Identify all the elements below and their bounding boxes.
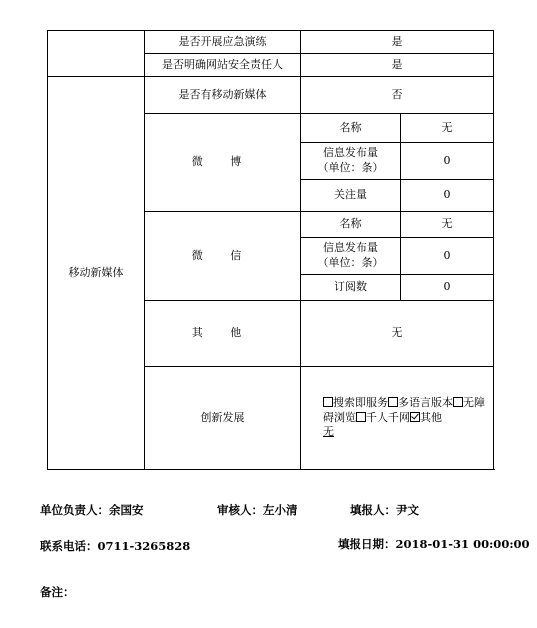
wechat-sub-value: 0 [401, 275, 494, 301]
other-value: 无 [301, 301, 494, 367]
option-search[interactable] [323, 396, 388, 409]
wechat-name-value: 无 [401, 212, 494, 238]
wechat-posts-label-line1: 信息发布量 [323, 241, 378, 255]
wechat-posts-label-line2: （单位：条） [317, 256, 384, 269]
wechat-sub-label: 订阅数 [301, 275, 401, 301]
option-multilang-label: 多语言版本 [398, 395, 453, 409]
drill-value: 是 [301, 31, 494, 54]
footer-phone: 联系电话：0711-3265828 [40, 539, 191, 553]
option-multilang[interactable] [388, 396, 453, 409]
wechat-posts-value: 0 [401, 238, 494, 275]
wechat-label: 微 信 [145, 212, 301, 301]
footer-leader: 单位负责人：余国安 [40, 503, 144, 517]
weibo-follow-value: 0 [401, 180, 494, 212]
weibo-name-value: 无 [401, 114, 494, 143]
checkbox-personalized[interactable] [356, 412, 366, 422]
option-accessible-label: 无障碍浏览 [323, 395, 485, 424]
blank-cell [48, 31, 145, 77]
footer-note: 备注： [40, 585, 75, 599]
footer-filler: 填报人：尹文 [350, 503, 419, 517]
checkbox-search[interactable] [323, 397, 333, 407]
wechat-name-label: 名称 [301, 212, 401, 238]
weibo-posts-label-line1: 信息发布量 [323, 146, 378, 160]
section-label: 移动新媒体 [48, 77, 145, 470]
footer-date: 填报日期：2018-01-31 00:00:00 [338, 537, 530, 551]
footer-reviewer: 审核人：左小清 [217, 503, 298, 517]
checkbox-accessible[interactable] [453, 397, 463, 407]
option-other[interactable] [410, 411, 442, 424]
option-personalized-label: 千人千网 [366, 410, 410, 424]
option-personalized[interactable] [356, 411, 410, 424]
weibo-posts-label-line2: （单位：条） [317, 161, 384, 174]
owner-label: 是否明确网站安全责任人 [145, 54, 301, 77]
wechat-posts-label [301, 238, 401, 275]
has-media-value: 否 [301, 77, 494, 114]
has-media-label: 是否有移动新媒体 [145, 77, 301, 114]
innovation-options [301, 367, 494, 470]
owner-value: 是 [301, 54, 494, 77]
option-other-label: 其他 [420, 410, 442, 424]
option-search-label: 搜索即服务 [333, 395, 388, 409]
weibo-label: 微 博 [145, 114, 301, 212]
innovation-label: 创新发展 [145, 367, 301, 470]
drill-label: 是否开展应急演练 [145, 31, 301, 54]
weibo-posts-value: 0 [401, 143, 494, 180]
innovation-other-text: 无 [323, 425, 334, 439]
weibo-follow-label: 关注量 [301, 180, 401, 212]
weibo-name-label: 名称 [301, 114, 401, 143]
report-table [47, 30, 494, 470]
weibo-posts-label [301, 143, 401, 180]
checkbox-other-checked[interactable] [410, 412, 420, 422]
other-label: 其 他 [145, 301, 301, 367]
checkbox-multilang[interactable] [388, 397, 398, 407]
